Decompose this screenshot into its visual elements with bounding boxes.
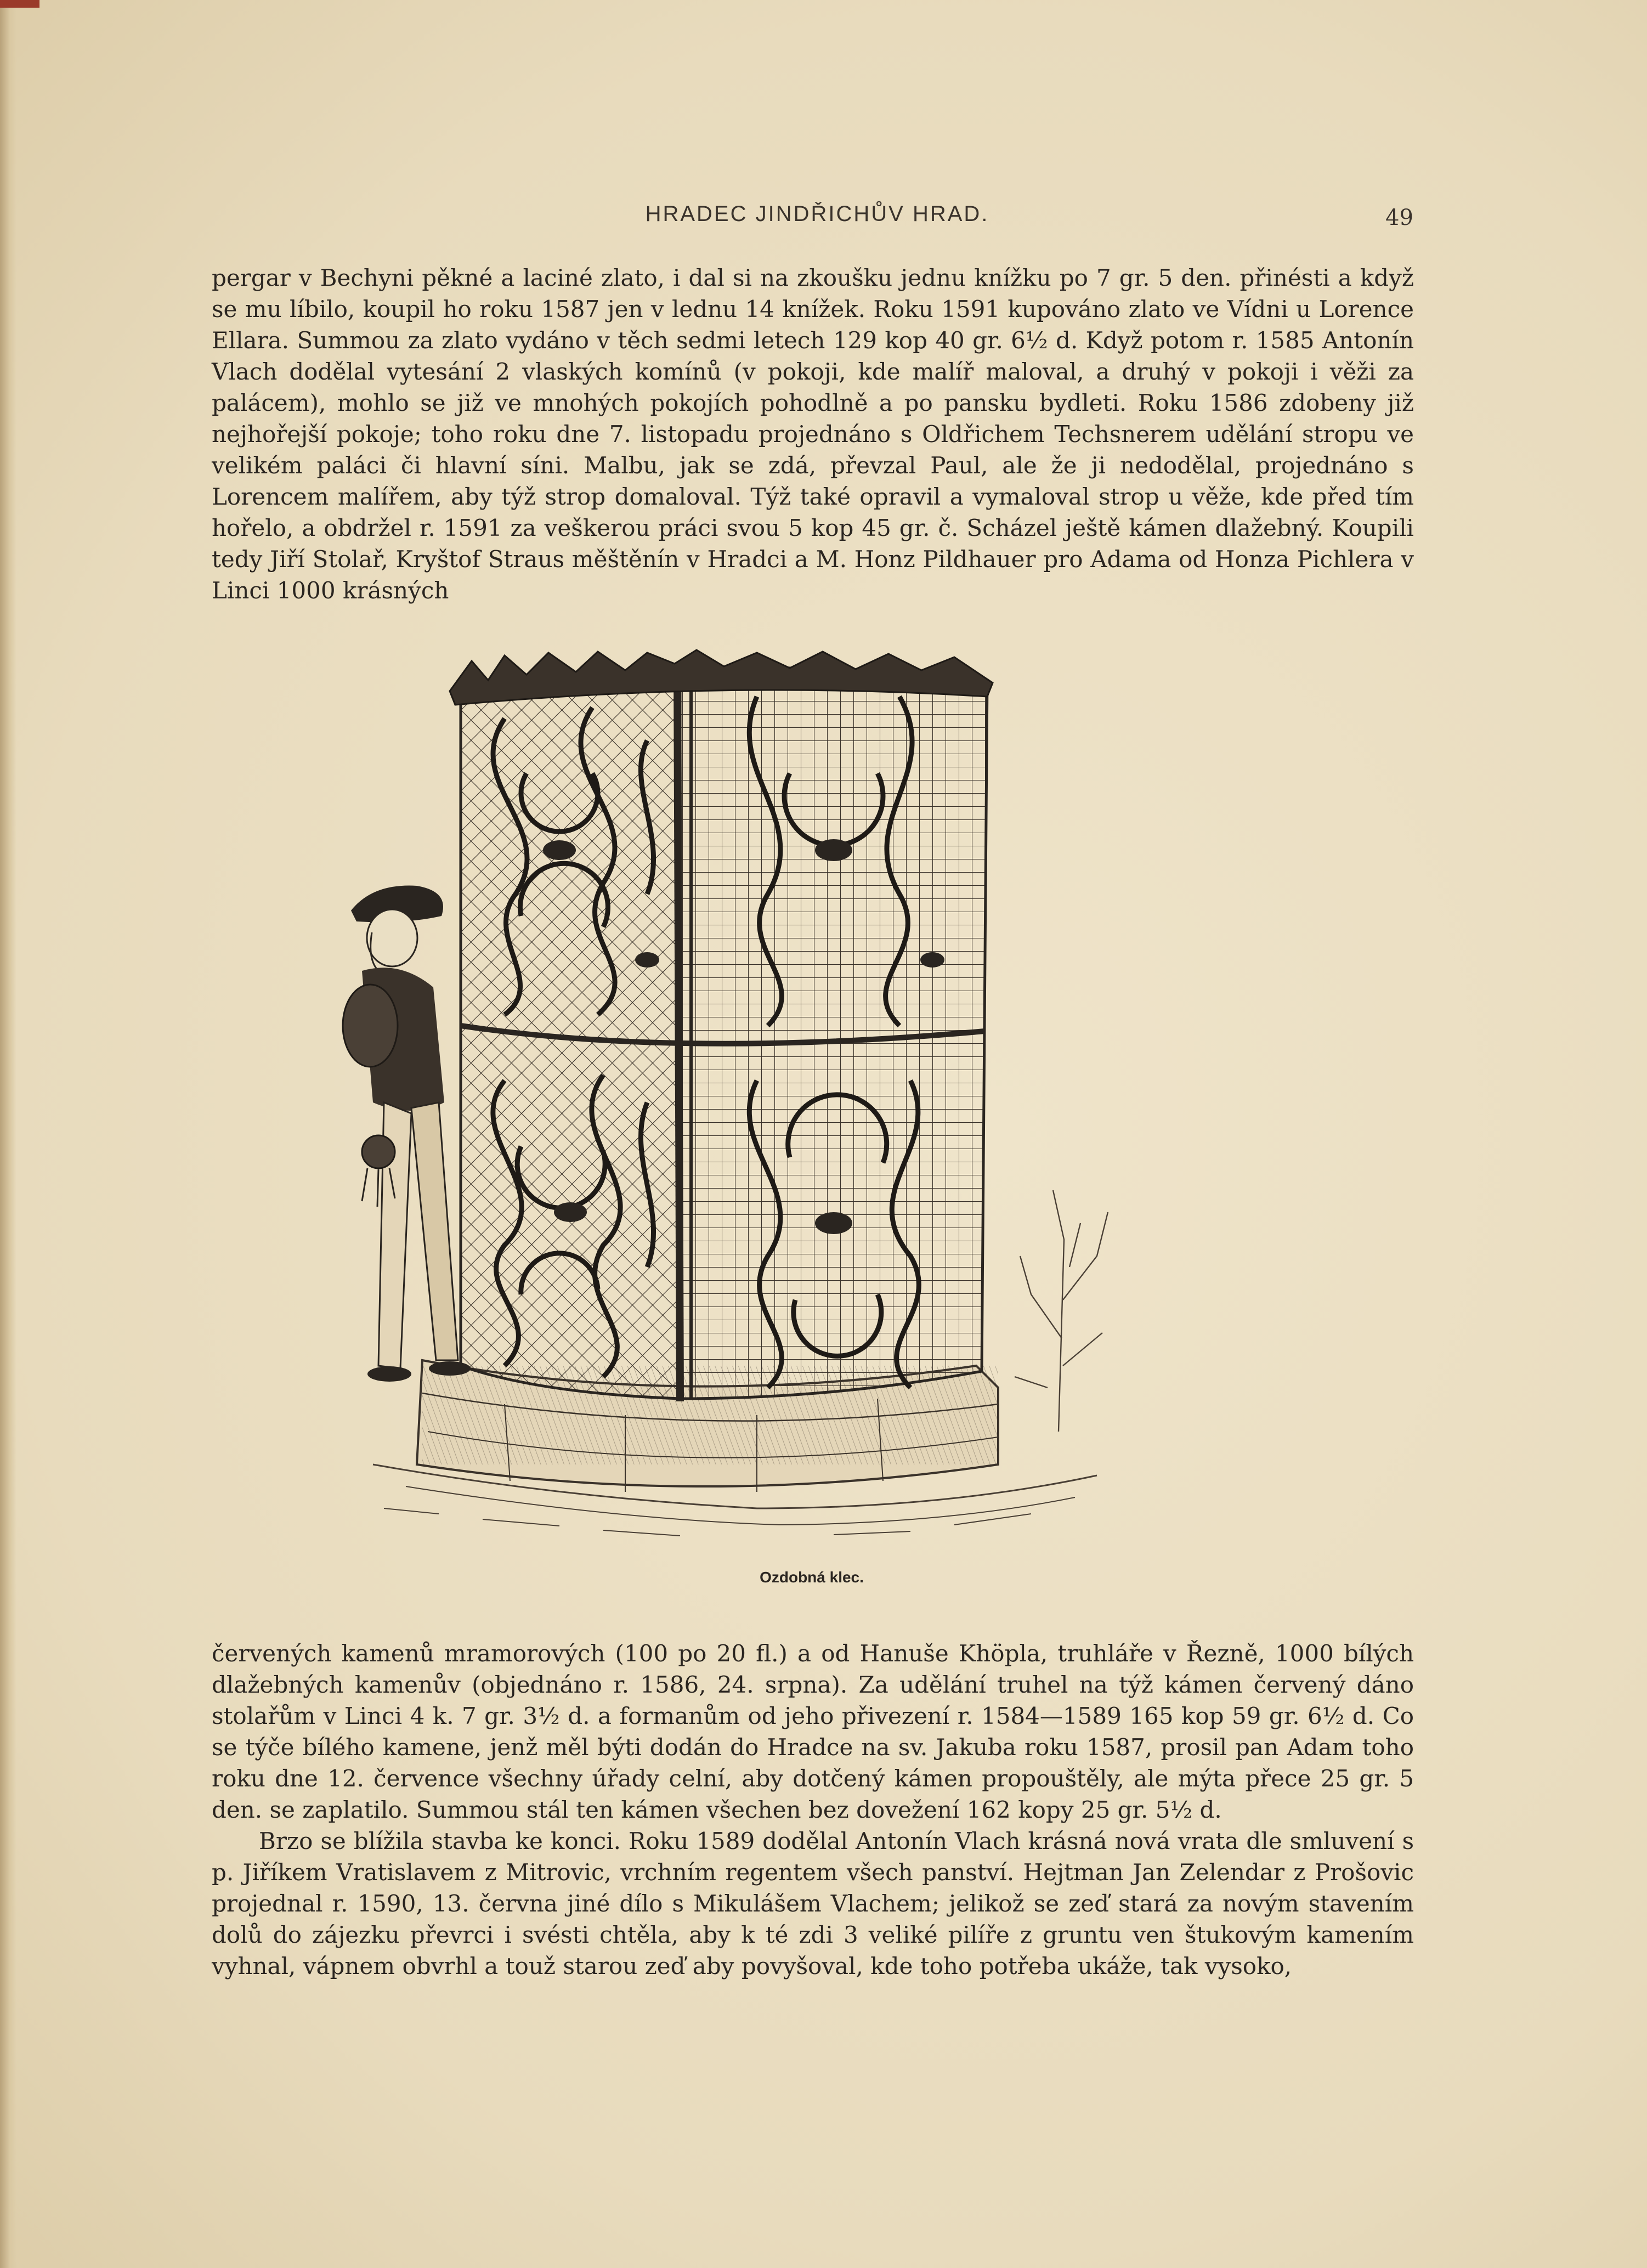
page-binding-shadow [0,0,16,2268]
body-text-bottom [212,1638,1414,1982]
ornamental-cage-illustration [340,609,1124,1552]
page-number: 49 [1385,205,1413,230]
paragraph-bottom-1: červených kamenů mramorových (100 po 20 fl.) a od Hanuše Khöpla, truhláře v Řezně, 1000 bílých dlažebných kamenův (objednáno r. 1586, 24. srpna). Za udělání truhel na týž kámen červený dáno stolařům v Linci 4 k. 7 gr. 3½ d. a formanům od jeho přivezení r. 1584—1589 165 kop 59 gr. 6½ d. Co se týče bílého kamene, jenž měl býti dodán do Hradce na sv. Jakuba roku 1587, prosil pan Adam toho roku dne 12. července všechny úřady celní, aby dotčený kámen propouštěly, ale mýta přece 25 gr. 5 den. se zaplatilo. Summou stál ten kámen všechen bez dovežení 162 kopy 25 gr. 5½ d. [212,1640,1414,1823]
running-title: HRADEC JINDŘICHŮV HRAD. [645,202,989,226]
page-header [0,202,1647,235]
figure-ornamental-cage [340,609,1124,1552]
shrub-drawing [1015,1190,1108,1432]
paragraph-bottom-2: Brzo se blížila stavba ke konci. Roku 1589 dodělal Antonín Vlach krásná nová vrata dle smluvení s p. Jiříkem Vratislavem z Mitrovic, vrchním regentem všech panství. Hejtman Jan Zelendar z Prošovic projednal r. 1590, 13. června jiné dílo s Mikulášem Vlachem; jelikož se zeď stará za novým stavením dolů do zájezku převrci i svésti chtěla, aby k té zdi 3 veliké pilíře z gruntu ven štukovým kamením vyhnal, vápnem obvrhl a touž starou zeď aby povyšoval, kde toho potřeba ukáže, tak vysoko, [212,1828,1414,1979]
paragraph-top: pergar v Bechyni pěkné a laciné zlato, i dal si na zkoušku jednu knížku po 7 gr. 5 den. přinésti a když se mu líbilo, koupil ho roku 1587 jen v lednu 14 knížek. Roku 1591 kupováno zlato ve Vídni u Lorence Ellara. Summou za zlato vydáno v těch sedmi letech 129 kop 40 gr. 6½ d. Když potom r. 1585 Antonín Vlach dodělal vytesání 2 vlaských komínů (v pokoji, kde malíř maloval, a druhý v pokoji i věži za palácem), mohlo se již ve mnohých pokojích pohodlně a po pansku bydleti. Roku 1586 zdobeny již nejhořejší pokoje; toho roku dne 7. listopadu projednáno s Oldřichem Techsnerem udělání stropu ve velikém paláci či hlavní síni. Malbu, jak se zdá, převzal Paul, ale že ji nedodělal, projednáno s Lorencem malířem, aby týž strop domaloval. Týž také opravil a vymaloval strop u věže, kde před tím hořelo, a obdržel r. 1591 za veškerou práci svou 5 kop 45 gr. č. Scházel ještě kámen dlažebný. Koupili tedy Jiří Stolař, Kryštof Straus měštěnín v Hradci a M. Honz Pildhauer pro Adama od Honza Pichlera v Linci 1000 krásných [212,264,1414,604]
standing-figure [343,886,471,1382]
cage-body [450,650,993,1401]
figure-caption: Ozdobná klec. [760,1569,864,1586]
corner-mark [0,0,39,8]
body-text-top [212,262,1414,606]
